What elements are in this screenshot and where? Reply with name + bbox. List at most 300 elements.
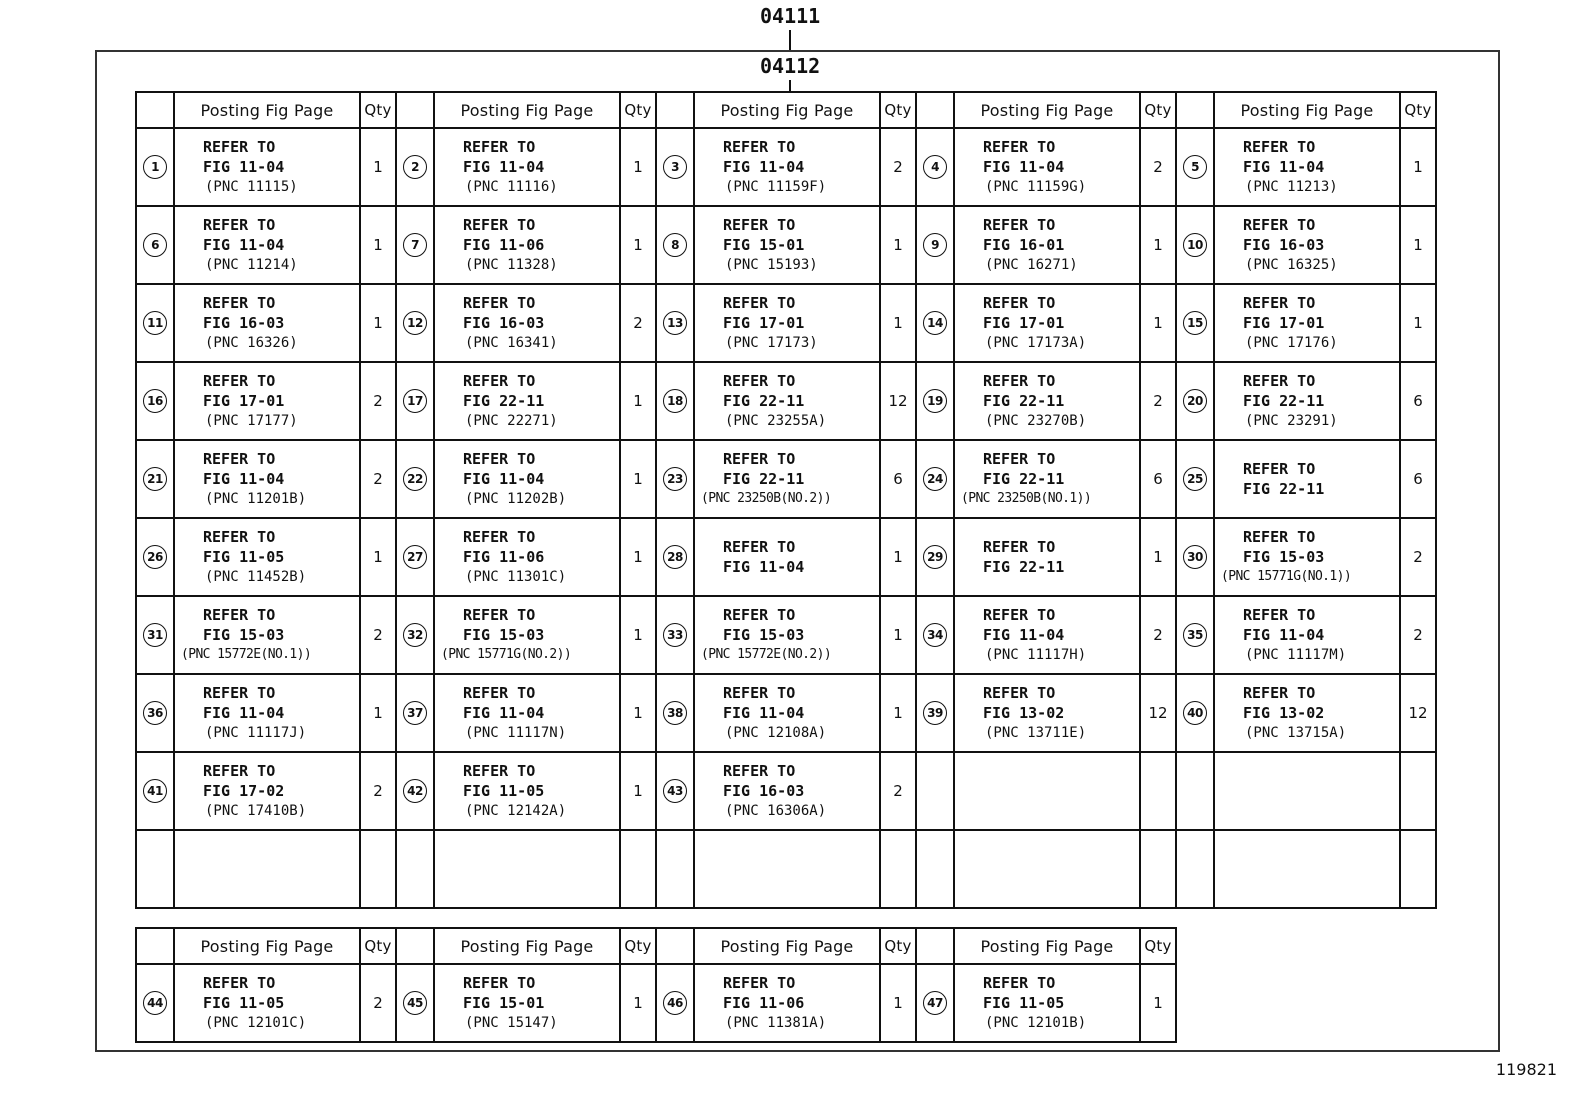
refer-to-text: REFER TO [463, 450, 536, 468]
qty-cell: 12 [1141, 675, 1177, 753]
pnc-text: (PNC 23250B(NO.1)) [961, 491, 1092, 506]
qty-cell: 2 [621, 285, 657, 363]
reference-cell [435, 753, 621, 831]
header-index-cell [137, 93, 175, 129]
index-cell [657, 519, 695, 597]
refer-to-text: REFER TO [983, 372, 1056, 390]
index-cell [397, 285, 435, 363]
fig-page-text: FIG 17-01 [1243, 314, 1325, 332]
refer-to-text: REFER TO [463, 372, 536, 390]
qty-cell: 1 [1141, 965, 1177, 1043]
pnc-text: (PNC 23270B) [985, 413, 1087, 429]
index-cell [397, 831, 435, 909]
fig-page-text: FIG 13-02 [1243, 704, 1325, 722]
qty-cell: 6 [1401, 363, 1437, 441]
qty-cell: 1 [881, 597, 917, 675]
fig-page-text: FIG 11-04 [203, 470, 285, 488]
reference-cell [955, 207, 1141, 285]
qty-cell: 1 [1401, 129, 1437, 207]
fig-page-text: FIG 15-03 [203, 626, 285, 644]
pnc-text: (PNC 16326) [205, 335, 298, 351]
reference-cell [955, 129, 1141, 207]
circled-index-number: 40 [1183, 701, 1207, 725]
pnc-text: (PNC 12101B) [985, 1015, 1087, 1031]
index-cell [397, 519, 435, 597]
circled-index-number: 21 [143, 467, 167, 491]
header-posting-fig-page: Posting Fig Page [175, 93, 361, 129]
fig-page-text: FIG 22-11 [723, 470, 805, 488]
index-cell [137, 965, 175, 1043]
circled-index-number: 4 [923, 155, 947, 179]
qty-cell: 1 [361, 207, 397, 285]
qty-cell: 6 [881, 441, 917, 519]
circled-index-number: 2 [403, 155, 427, 179]
reference-cell [695, 965, 881, 1043]
qty-cell [881, 831, 917, 909]
refer-to-text: REFER TO [1243, 294, 1316, 312]
pnc-text: (PNC 13711E) [985, 725, 1087, 741]
fig-page-text: FIG 17-01 [983, 314, 1065, 332]
circled-index-number: 34 [923, 623, 947, 647]
circled-index-number: 26 [143, 545, 167, 569]
pnc-text: (PNC 17177) [205, 413, 298, 429]
circled-index-number: 18 [663, 389, 687, 413]
empty-reference-cell [435, 831, 621, 909]
empty-reference-cell [695, 831, 881, 909]
circled-index-number: 6 [143, 233, 167, 257]
fig-page-text: FIG 11-04 [463, 704, 545, 722]
refer-to-text: REFER TO [463, 684, 536, 702]
index-cell [1177, 597, 1215, 675]
fig-page-text: FIG 22-11 [1243, 480, 1325, 498]
circled-index-number: 31 [143, 623, 167, 647]
qty-cell: 12 [881, 363, 917, 441]
reference-cell [435, 207, 621, 285]
index-cell [1177, 753, 1215, 831]
circled-index-number: 44 [143, 991, 167, 1015]
refer-to-text: REFER TO [203, 294, 276, 312]
reference-cell [1215, 441, 1401, 519]
circled-index-number: 20 [1183, 389, 1207, 413]
circled-index-number: 10 [1183, 233, 1207, 257]
reference-cell [1215, 363, 1401, 441]
refer-to-text: REFER TO [203, 684, 276, 702]
qty-cell: 2 [361, 597, 397, 675]
pnc-text: (PNC 17176) [1245, 335, 1338, 351]
refer-to-text: REFER TO [723, 762, 796, 780]
leader-line-inner [789, 80, 791, 91]
index-cell [1177, 519, 1215, 597]
pnc-text: (PNC 11159F) [725, 179, 827, 195]
refer-to-text: REFER TO [463, 294, 536, 312]
qty-cell: 1 [881, 285, 917, 363]
pnc-text: (PNC 12108A) [725, 725, 827, 741]
index-cell [397, 363, 435, 441]
empty-reference-cell [955, 753, 1141, 831]
header-qty: Qty [1141, 929, 1177, 965]
index-cell [657, 207, 695, 285]
circled-index-number: 3 [663, 155, 687, 179]
circled-index-number: 14 [923, 311, 947, 335]
pnc-text: (PNC 16325) [1245, 257, 1338, 273]
circled-index-number: 5 [1183, 155, 1207, 179]
index-cell [137, 441, 175, 519]
qty-cell: 2 [361, 363, 397, 441]
header-posting-fig-page: Posting Fig Page [175, 929, 361, 965]
qty-cell: 1 [1141, 519, 1177, 597]
refer-to-text: REFER TO [723, 138, 796, 156]
circled-index-number: 42 [403, 779, 427, 803]
fig-page-text: FIG 11-04 [1243, 158, 1325, 176]
pnc-text: (PNC 13715A) [1245, 725, 1347, 741]
fig-page-text: FIG 22-11 [983, 558, 1065, 576]
header-qty: Qty [361, 929, 397, 965]
qty-cell: 1 [621, 519, 657, 597]
index-cell [1177, 285, 1215, 363]
fig-page-text: FIG 11-04 [203, 704, 285, 722]
header-posting-fig-page: Posting Fig Page [955, 929, 1141, 965]
circled-index-number: 19 [923, 389, 947, 413]
pnc-text: (PNC 11214) [205, 257, 298, 273]
reference-cell [1215, 129, 1401, 207]
index-cell [137, 753, 175, 831]
index-cell [657, 285, 695, 363]
refer-to-text: REFER TO [723, 216, 796, 234]
qty-cell [1401, 831, 1437, 909]
qty-cell: 2 [361, 965, 397, 1043]
pnc-text: (PNC 11452B) [205, 569, 307, 585]
index-cell [137, 675, 175, 753]
qty-cell: 2 [881, 129, 917, 207]
refer-to-text: REFER TO [983, 538, 1056, 556]
reference-cell [955, 441, 1141, 519]
refer-to-text: REFER TO [983, 974, 1056, 992]
reference-cell [695, 363, 881, 441]
fig-page-text: FIG 13-02 [983, 704, 1065, 722]
circled-index-number: 25 [1183, 467, 1207, 491]
qty-cell [1141, 753, 1177, 831]
figure-id: 119821 [1495, 1060, 1557, 1079]
refer-to-text: REFER TO [1243, 684, 1316, 702]
index-cell [657, 831, 695, 909]
fig-page-text: FIG 11-06 [463, 548, 545, 566]
refer-to-text: REFER TO [463, 606, 536, 624]
pnc-text: (PNC 11202B) [465, 491, 567, 507]
refer-to-text: REFER TO [723, 372, 796, 390]
index-cell [917, 519, 955, 597]
header-index-cell [1177, 93, 1215, 129]
pnc-text: (PNC 11117N) [465, 725, 567, 741]
circled-index-number: 47 [923, 991, 947, 1015]
index-cell [657, 129, 695, 207]
reference-cell [695, 207, 881, 285]
reference-cell [1215, 519, 1401, 597]
header-index-cell [917, 93, 955, 129]
refer-to-text: REFER TO [1243, 606, 1316, 624]
index-cell [1177, 675, 1215, 753]
index-cell [397, 597, 435, 675]
fig-page-text: FIG 15-03 [463, 626, 545, 644]
fig-page-text: FIG 11-04 [983, 158, 1065, 176]
circled-index-number: 35 [1183, 623, 1207, 647]
fig-page-text: FIG 22-11 [983, 470, 1065, 488]
reference-cell [695, 129, 881, 207]
index-cell [917, 285, 955, 363]
refer-to-text: REFER TO [203, 528, 276, 546]
reference-cell [175, 285, 361, 363]
reference-cell [695, 675, 881, 753]
reference-cell [175, 753, 361, 831]
qty-cell: 1 [621, 597, 657, 675]
fig-page-text: FIG 11-04 [723, 704, 805, 722]
header-index-cell [917, 929, 955, 965]
pnc-text: (PNC 15771G(NO.2)) [441, 647, 572, 662]
qty-cell: 1 [621, 441, 657, 519]
pnc-text: (PNC 11117M) [1245, 647, 1347, 663]
qty-cell: 1 [621, 675, 657, 753]
index-cell [1177, 363, 1215, 441]
circled-index-number: 46 [663, 991, 687, 1015]
fig-page-text: FIG 11-04 [463, 470, 545, 488]
circled-index-number: 30 [1183, 545, 1207, 569]
fig-page-text: FIG 11-06 [723, 994, 805, 1012]
fig-page-text: FIG 11-05 [203, 994, 285, 1012]
qty-cell: 2 [1401, 519, 1437, 597]
reference-cell [695, 597, 881, 675]
qty-cell: 1 [881, 519, 917, 597]
qty-cell: 12 [1401, 675, 1437, 753]
fig-page-text: FIG 11-04 [203, 236, 285, 254]
fig-page-text: FIG 16-01 [983, 236, 1065, 254]
index-cell [137, 129, 175, 207]
header-index-cell [657, 93, 695, 129]
qty-cell: 1 [881, 965, 917, 1043]
qty-cell: 1 [1401, 285, 1437, 363]
qty-cell [1401, 753, 1437, 831]
reference-cell [175, 207, 361, 285]
index-cell [917, 831, 955, 909]
header-qty: Qty [1141, 93, 1177, 129]
fig-page-text: FIG 11-06 [463, 236, 545, 254]
header-posting-fig-page: Posting Fig Page [695, 929, 881, 965]
pnc-text: (PNC 11381A) [725, 1015, 827, 1031]
header-index-cell [137, 929, 175, 965]
index-cell [397, 129, 435, 207]
refer-to-text: REFER TO [1243, 372, 1316, 390]
circled-index-number: 38 [663, 701, 687, 725]
header-qty: Qty [621, 93, 657, 129]
fig-page-text: FIG 15-03 [1243, 548, 1325, 566]
pnc-text: (PNC 11117H) [985, 647, 1087, 663]
qty-cell: 2 [1141, 363, 1177, 441]
qty-cell: 1 [621, 965, 657, 1043]
index-cell [1177, 129, 1215, 207]
index-cell [917, 675, 955, 753]
index-cell [137, 597, 175, 675]
qty-cell: 1 [621, 363, 657, 441]
circled-index-number: 7 [403, 233, 427, 257]
circled-index-number: 41 [143, 779, 167, 803]
fig-page-text: FIG 17-01 [203, 392, 285, 410]
circled-index-number: 27 [403, 545, 427, 569]
refer-to-text: REFER TO [1243, 138, 1316, 156]
refer-to-text: REFER TO [723, 606, 796, 624]
pnc-text: (PNC 15147) [465, 1015, 558, 1031]
reference-cell [435, 965, 621, 1043]
circled-index-number: 45 [403, 991, 427, 1015]
circled-index-number: 32 [403, 623, 427, 647]
index-cell [1177, 831, 1215, 909]
fig-page-text: FIG 11-04 [723, 158, 805, 176]
pnc-text: (PNC 11115) [205, 179, 298, 195]
refer-to-text: REFER TO [723, 974, 796, 992]
reference-cell [435, 129, 621, 207]
refer-to-text: REFER TO [723, 450, 796, 468]
fig-page-text: FIG 16-03 [723, 782, 805, 800]
empty-reference-cell [1215, 753, 1401, 831]
fig-page-text: FIG 15-01 [463, 994, 545, 1012]
circled-index-number: 29 [923, 545, 947, 569]
header-posting-fig-page: Posting Fig Page [435, 93, 621, 129]
index-cell [1177, 441, 1215, 519]
refer-to-text: REFER TO [203, 372, 276, 390]
reference-cell [175, 363, 361, 441]
circled-index-number: 13 [663, 311, 687, 335]
index-cell [917, 129, 955, 207]
circled-index-number: 9 [923, 233, 947, 257]
circled-index-number: 39 [923, 701, 947, 725]
reference-cell [1215, 285, 1401, 363]
index-cell [397, 441, 435, 519]
reference-cell [955, 285, 1141, 363]
header-qty: Qty [621, 929, 657, 965]
reference-cell [955, 597, 1141, 675]
index-cell [397, 675, 435, 753]
refer-to-text: REFER TO [203, 606, 276, 624]
index-cell [917, 597, 955, 675]
header-posting-fig-page: Posting Fig Page [695, 93, 881, 129]
fig-page-text: FIG 17-01 [723, 314, 805, 332]
circled-index-number: 1 [143, 155, 167, 179]
reference-cell [955, 965, 1141, 1043]
index-cell [137, 207, 175, 285]
refer-to-text: REFER TO [203, 450, 276, 468]
reference-cell [435, 363, 621, 441]
index-cell [1177, 207, 1215, 285]
refer-to-text: REFER TO [463, 528, 536, 546]
index-cell [137, 519, 175, 597]
refer-to-text: REFER TO [203, 762, 276, 780]
header-qty: Qty [1401, 93, 1437, 129]
leader-line-top [789, 30, 791, 50]
reference-cell [955, 675, 1141, 753]
qty-cell: 2 [1141, 597, 1177, 675]
circled-index-number: 24 [923, 467, 947, 491]
refer-to-text: REFER TO [983, 606, 1056, 624]
fig-page-text: FIG 15-03 [723, 626, 805, 644]
qty-cell: 1 [361, 675, 397, 753]
fig-page-text: FIG 16-03 [203, 314, 285, 332]
pnc-text: (PNC 23291) [1245, 413, 1338, 429]
refer-to-text: REFER TO [1243, 460, 1316, 478]
reference-cell [175, 597, 361, 675]
reference-cell [955, 519, 1141, 597]
reference-cell [175, 675, 361, 753]
header-index-cell [397, 93, 435, 129]
reference-cell [695, 519, 881, 597]
fig-page-text: FIG 11-04 [723, 558, 805, 576]
qty-cell: 6 [1401, 441, 1437, 519]
pnc-text: (PNC 12142A) [465, 803, 567, 819]
assembly-code-inner: 04112 [760, 54, 821, 78]
refer-to-text: REFER TO [203, 974, 276, 992]
circled-index-number: 22 [403, 467, 427, 491]
refer-to-text: REFER TO [463, 762, 536, 780]
qty-cell: 6 [1141, 441, 1177, 519]
index-cell [397, 753, 435, 831]
empty-reference-cell [175, 831, 361, 909]
circled-index-number: 36 [143, 701, 167, 725]
fig-page-text: FIG 15-01 [723, 236, 805, 254]
index-cell [397, 965, 435, 1043]
refer-to-text: REFER TO [203, 216, 276, 234]
qty-cell [1141, 831, 1177, 909]
qty-cell: 1 [361, 519, 397, 597]
pnc-text: (PNC 15193) [725, 257, 818, 273]
assembly-code-top: 04111 [760, 4, 821, 28]
refer-to-text: REFER TO [1243, 216, 1316, 234]
refer-to-text: REFER TO [723, 684, 796, 702]
pnc-text: (PNC 17410B) [205, 803, 307, 819]
refer-to-text: REFER TO [983, 684, 1056, 702]
reference-cell [1215, 675, 1401, 753]
circled-index-number: 23 [663, 467, 687, 491]
index-cell [657, 441, 695, 519]
reference-cell [175, 441, 361, 519]
reference-cell [1215, 207, 1401, 285]
reference-cell [435, 519, 621, 597]
qty-cell: 1 [1401, 207, 1437, 285]
circled-index-number: 37 [403, 701, 427, 725]
fig-page-text: FIG 11-05 [463, 782, 545, 800]
index-cell [657, 965, 695, 1043]
qty-cell: 1 [881, 207, 917, 285]
pnc-text: (PNC 17173) [725, 335, 818, 351]
qty-cell: 2 [1401, 597, 1437, 675]
index-cell [657, 675, 695, 753]
index-cell [137, 363, 175, 441]
circled-index-number: 28 [663, 545, 687, 569]
index-cell [657, 363, 695, 441]
circled-index-number: 33 [663, 623, 687, 647]
qty-cell: 2 [361, 441, 397, 519]
reference-table-secondary [135, 927, 1177, 1043]
pnc-text: (PNC 11117J) [205, 725, 307, 741]
circled-index-number: 15 [1183, 311, 1207, 335]
pnc-text: (PNC 11201B) [205, 491, 307, 507]
index-cell [917, 753, 955, 831]
index-cell [657, 753, 695, 831]
refer-to-text: REFER TO [463, 138, 536, 156]
header-posting-fig-page: Posting Fig Page [435, 929, 621, 965]
index-cell [137, 831, 175, 909]
refer-to-text: REFER TO [723, 294, 796, 312]
circled-index-number: 8 [663, 233, 687, 257]
pnc-text: (PNC 23255A) [725, 413, 827, 429]
refer-to-text: REFER TO [463, 974, 536, 992]
fig-page-text: FIG 22-11 [463, 392, 545, 410]
fig-page-text: FIG 11-04 [983, 626, 1065, 644]
